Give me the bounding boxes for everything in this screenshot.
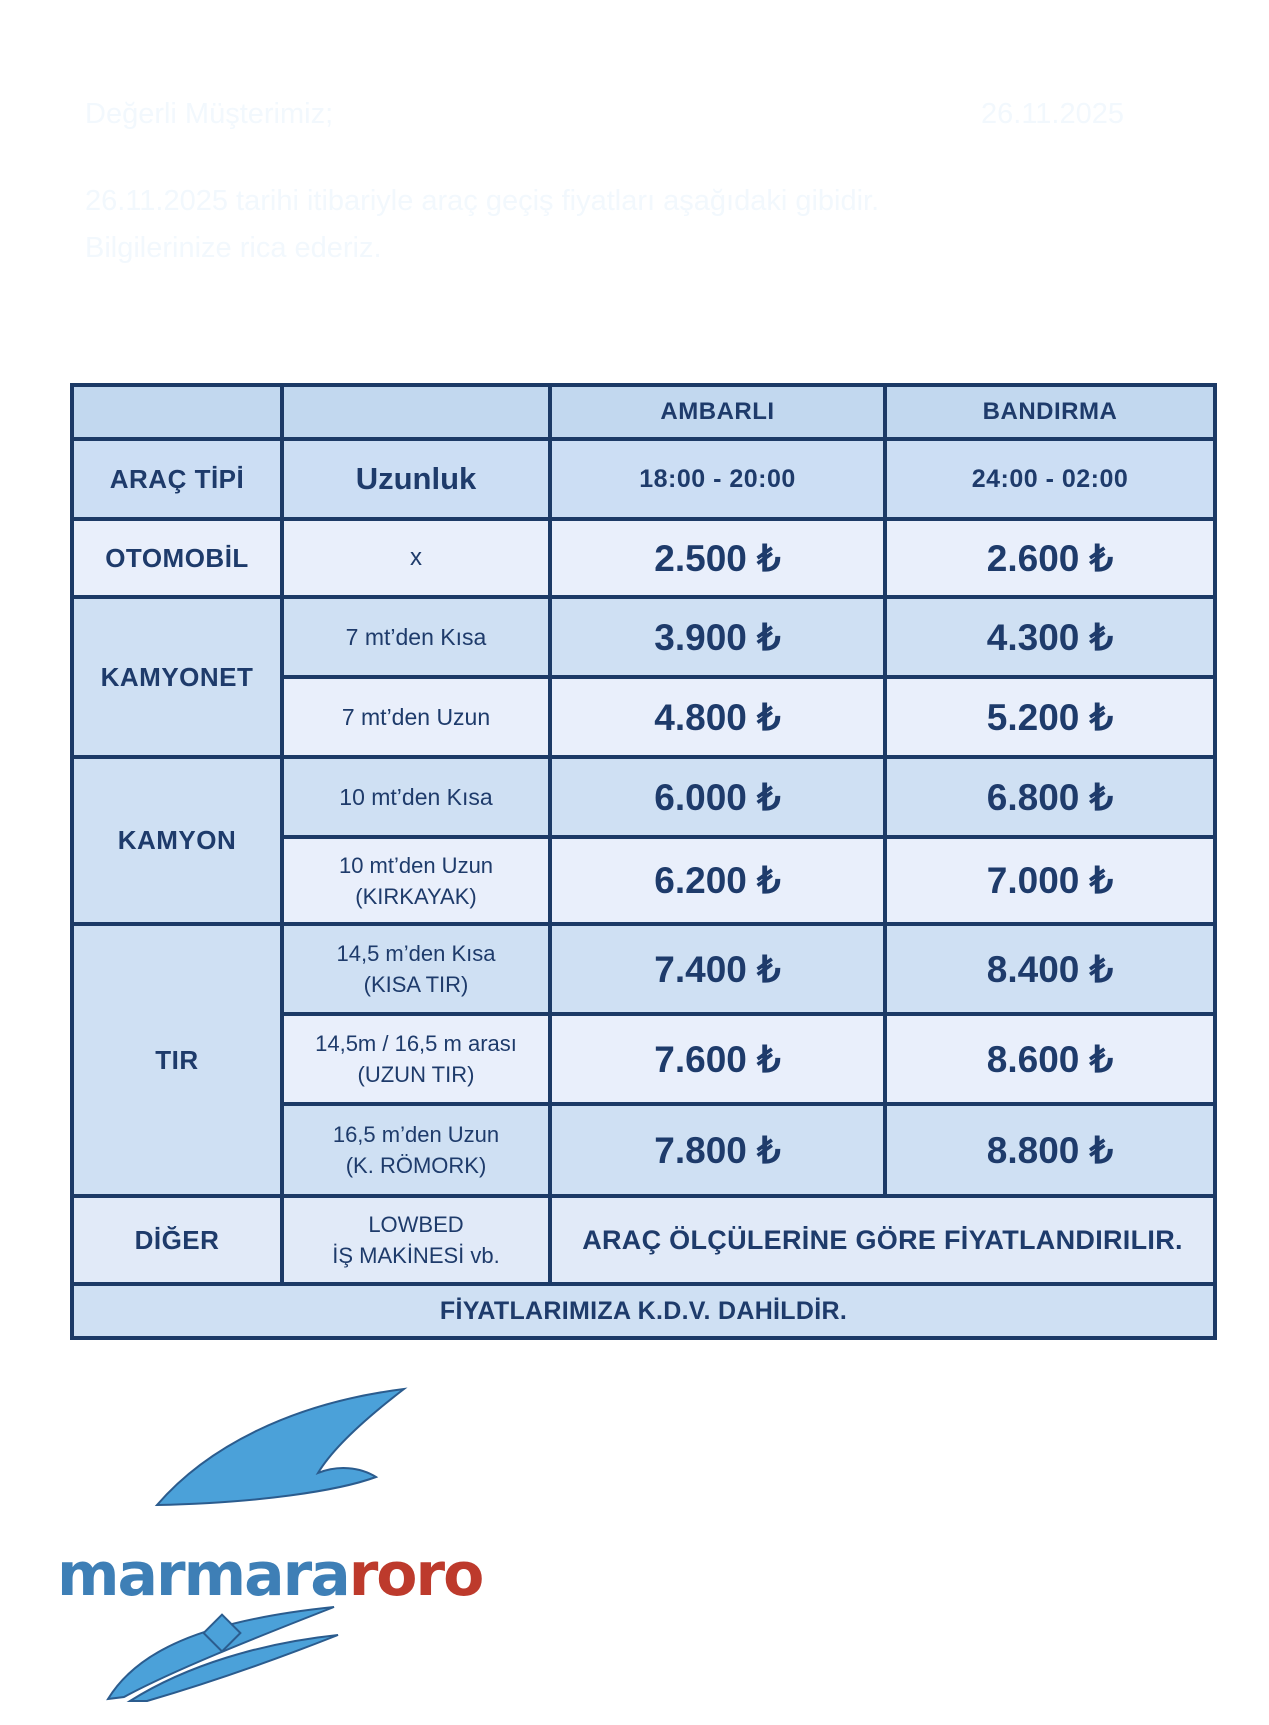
length-line-1: 14,5 m’den Kısa xyxy=(336,941,496,966)
price-cell-bandirma: 8.600 ₺ xyxy=(885,1014,1215,1104)
price-cell-ambarli: 6.000 ₺ xyxy=(550,757,885,837)
length-cell: 7 mt’den Uzun xyxy=(282,677,550,757)
notice-card xyxy=(15,60,1252,1725)
length-line-2: (K. RÖMORK) xyxy=(345,1153,487,1178)
price-cell-ambarli: 6.200 ₺ xyxy=(550,837,885,924)
length-cell xyxy=(282,924,550,1014)
marmararoro-logo xyxy=(57,1385,497,1697)
empty-header-cell xyxy=(72,385,282,439)
price-cell-bandirma: 4.300 ₺ xyxy=(885,597,1215,677)
vehicle-cell-otomobil: OTOMOBİL xyxy=(72,519,282,597)
price-cell-ambarli: 7.800 ₺ xyxy=(550,1104,885,1196)
length-cell xyxy=(282,1014,550,1104)
length-line-2: (KISA TIR) xyxy=(363,972,469,997)
vehicle-cell-diger: DİĞER xyxy=(72,1196,282,1284)
length-line-1: 16,5 m’den Uzun xyxy=(332,1122,500,1147)
price-cell-ambarli: 3.900 ₺ xyxy=(550,597,885,677)
vehicle-cell-kamyon: KAMYON xyxy=(72,757,282,924)
table-row-kamyon-short xyxy=(72,757,1215,837)
price-cell-ambarli: 4.800 ₺ xyxy=(550,677,885,757)
price-cell-ambarli: 2.500 ₺ xyxy=(550,519,885,597)
price-cell-ambarli: 7.600 ₺ xyxy=(550,1014,885,1104)
empty-header-cell xyxy=(282,385,550,439)
logo-hull-icon xyxy=(102,1595,342,1705)
length-cell: x xyxy=(282,519,550,597)
price-cell-bandirma: 8.800 ₺ xyxy=(885,1104,1215,1196)
column-header-vehicle-type: ARAÇ TİPİ xyxy=(72,439,282,519)
notice-date: 26.11.2025 xyxy=(981,98,1124,130)
table-row-vat xyxy=(72,1284,1215,1338)
greeting-text: Değerli Müşterimiz; xyxy=(85,98,334,130)
column-header-length: Uzunluk xyxy=(282,439,550,519)
price-cell-ambarli: 7.400 ₺ xyxy=(550,924,885,1014)
table-row-kamyonet-short xyxy=(72,597,1215,677)
pricing-note-cell: ARAÇ ÖLÇÜLERİNE GÖRE FİYATLANDIRILIR. xyxy=(550,1196,1215,1284)
vehicle-cell-kamyonet: KAMYONET xyxy=(72,597,282,757)
logo-text-roro: roro xyxy=(348,1540,483,1610)
length-line-2: (UZUN TIR) xyxy=(357,1062,475,1087)
table-row-diger xyxy=(72,1196,1215,1284)
table-row-tir-short xyxy=(72,924,1215,1014)
length-line-1: LOWBED xyxy=(368,1212,464,1237)
price-cell-bandirma: 8.400 ₺ xyxy=(885,924,1215,1014)
price-cell-bandirma: 7.000 ₺ xyxy=(885,837,1215,924)
price-cell-bandirma: 6.800 ₺ xyxy=(885,757,1215,837)
intro-line-1: 26.11.2025 tarihi itibariyle araç geçiş fiyatları aşağıdaki gibidir. xyxy=(85,185,880,217)
port-header-bandirma: BANDIRMA xyxy=(885,385,1215,439)
logo-text-marmara: marmara xyxy=(57,1540,349,1610)
port-header-ambarli: AMBARLI xyxy=(550,385,885,439)
length-line-1: 10 mt’den Uzun xyxy=(338,852,494,878)
logo-sail-icon xyxy=(152,1385,412,1510)
price-table xyxy=(70,383,1217,1340)
length-cell: 7 mt’den Kısa xyxy=(282,597,550,677)
length-line-1: 14,5m / 16,5 m arası xyxy=(315,1031,517,1056)
length-cell xyxy=(282,837,550,924)
length-line-2: İŞ MAKİNESİ vb. xyxy=(332,1243,500,1268)
length-cell: 10 mt’den Kısa xyxy=(282,757,550,837)
length-line-2: (KIRKAYAK) xyxy=(355,883,477,909)
vat-note-cell: FİYATLARIMIZA K.D.V. DAHİLDİR. xyxy=(72,1284,1215,1338)
intro-text xyxy=(85,178,879,272)
intro-line-2: Bilgilerinize rica ederiz. xyxy=(85,232,382,264)
length-cell xyxy=(282,1196,550,1284)
table-row-otomobil xyxy=(72,519,1215,597)
table-row-ports xyxy=(72,385,1215,439)
table-row-columns xyxy=(72,439,1215,519)
price-cell-bandirma: 2.600 ₺ xyxy=(885,519,1215,597)
length-cell xyxy=(282,1104,550,1196)
column-header-time-ambarli: 18:00 - 20:00 xyxy=(550,439,885,519)
column-header-time-bandirma: 24:00 - 02:00 xyxy=(885,439,1215,519)
price-cell-bandirma: 5.200 ₺ xyxy=(885,677,1215,757)
vehicle-cell-tir: TIR xyxy=(72,924,282,1196)
